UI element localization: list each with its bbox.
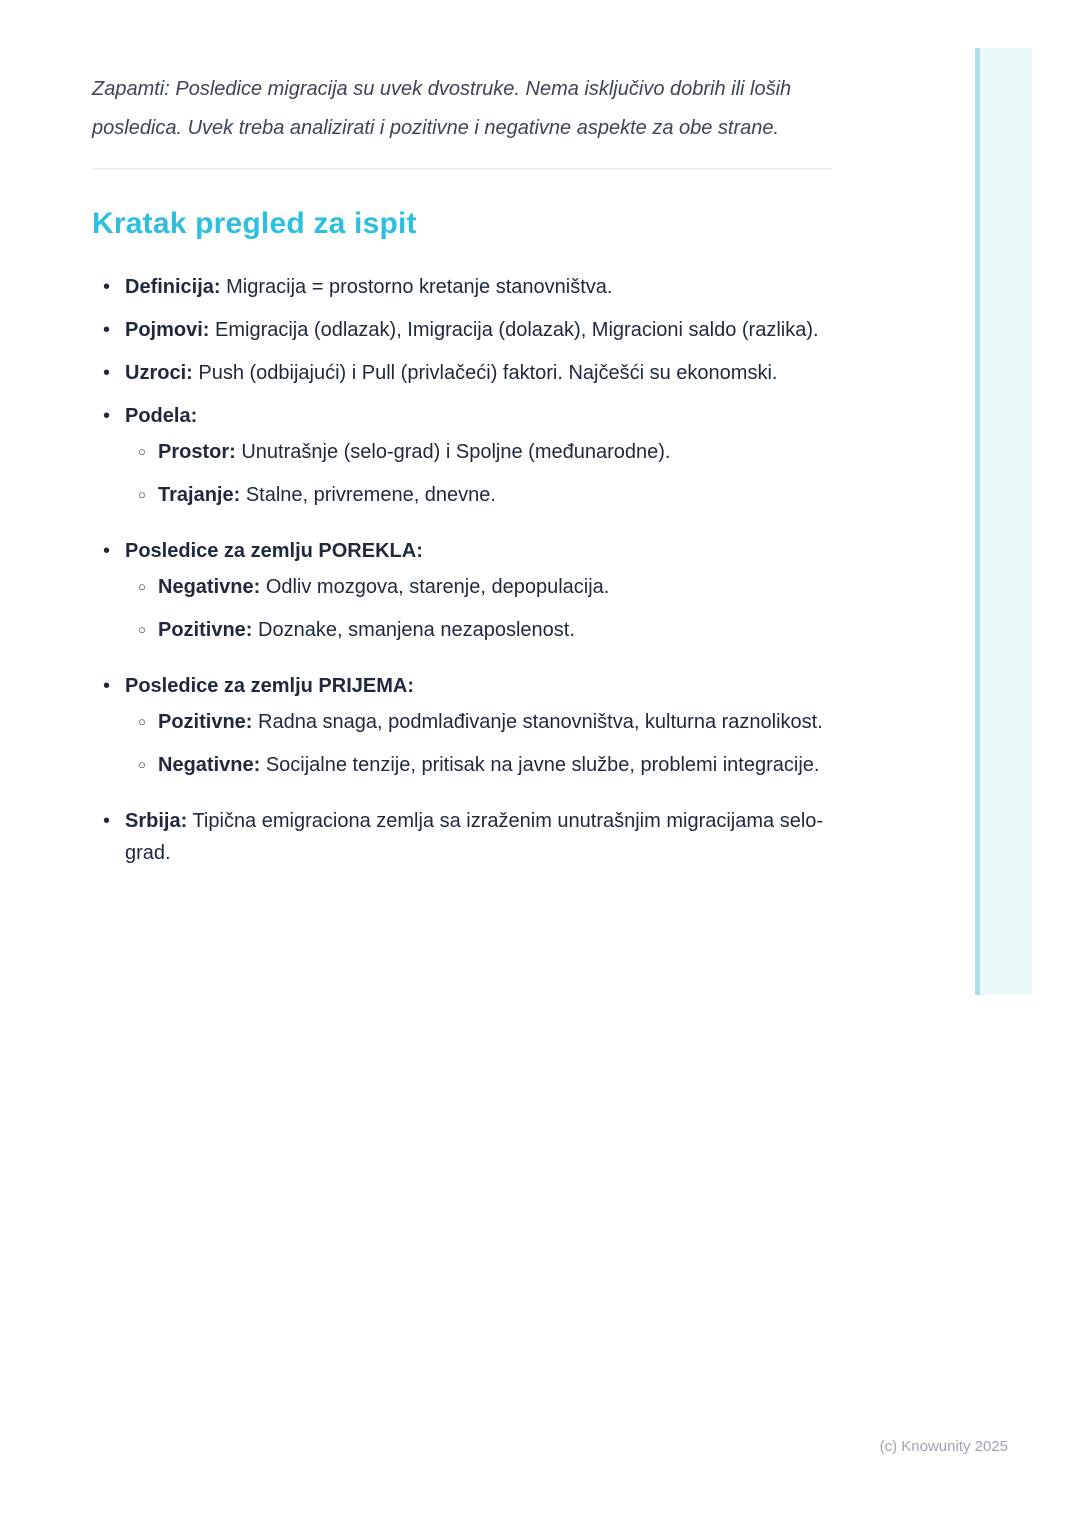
list-item: [92, 670, 832, 794]
list-item-text: Posledice za zemlju POREKLA: ○ Negativne: Odliv mozgova, starenje, depopulacija. ○ Pozitivne: Doznake, smanjena nezaposlenost.: [125, 535, 832, 659]
list-item: [92, 535, 832, 659]
list-item-text: Uzroci: Push (odbijajući) i Pull (privlačeći) faktori. Najčešći su ekonomski.: [125, 362, 778, 384]
bullet-icon: •: [103, 405, 111, 427]
list-item-text: Posledice za zemlju PRIJEMA: ○ Pozitivne: Radna snaga, podmlađivanje stanovništva, kulturna raznolikost. ○ Negativne: Socijalne tenzije, pritisak na javne službe, problemi integracije.: [125, 670, 832, 794]
sub-list-item: [125, 571, 832, 603]
summary-list: [92, 271, 832, 869]
sub-list: [125, 706, 832, 781]
reminder-note: Zapamti: Posledice migracija su uvek dvostruke. Nema isključivo dobrih ili loših posledica. Uvek treba analizirati i pozitivne i negativne aspekte za obe strane.: [92, 78, 792, 139]
list-item-text: Podela: ○ Prostor: Unutrašnje (selo-grad) i Spoljne (međunarodne). ○ Trajanje: Stalne, privremene, dnevne.: [125, 400, 832, 524]
sub-list-item-text: Negativne: Odliv mozgova, starenje, depopulacija.: [158, 576, 610, 598]
sub-list-item-text: Pozitivne: Doznake, smanjena nezaposlenost.: [158, 619, 575, 641]
bullet-icon: •: [103, 540, 111, 562]
sub-list-item-text: Negativne: Socijalne tenzije, pritisak na javne službe, problemi integracije.: [158, 754, 820, 776]
sub-list: [125, 571, 832, 646]
bullet-icon: •: [103, 810, 111, 832]
sub-list-item: [125, 614, 832, 646]
circle-bullet-icon: ○: [138, 579, 146, 594]
section-divider: [92, 168, 832, 169]
list-item-text: Definicija: Migracija = prostorno kretanje stanovništva.: [125, 276, 613, 298]
section-heading: Kratak pregled za ispit: [92, 207, 417, 240]
sub-list: [125, 436, 832, 511]
copyright-footer: (c) Knowunity 2025: [879, 1438, 1008, 1455]
list-item-text: Srbija: Tipična emigraciona zemlja sa izraženim unutrašnjim migracijama selo-grad.: [125, 810, 824, 864]
circle-bullet-icon: ○: [138, 622, 146, 637]
sub-list-item: [125, 479, 832, 511]
circle-bullet-icon: ○: [138, 757, 146, 772]
list-item: [92, 400, 832, 524]
bullet-icon: •: [103, 276, 111, 298]
sub-list-item: [125, 749, 832, 781]
highlight-strip: [975, 48, 1032, 995]
sub-list-item: [125, 706, 832, 738]
list-item: [92, 357, 832, 389]
bullet-icon: •: [103, 362, 111, 384]
list-item: [92, 805, 832, 869]
circle-bullet-icon: ○: [138, 487, 146, 502]
bullet-icon: •: [103, 675, 111, 697]
sub-list-item: [125, 436, 832, 468]
list-item: [92, 314, 832, 346]
sub-list-item-text: Prostor: Unutrašnje (selo-grad) i Spoljne (međunarodne).: [158, 441, 671, 463]
list-item: [92, 271, 832, 303]
sub-list-item-text: Pozitivne: Radna snaga, podmlađivanje stanovništva, kulturna raznolikost.: [158, 711, 823, 733]
sub-list-item-text: Trajanje: Stalne, privremene, dnevne.: [158, 484, 496, 506]
circle-bullet-icon: ○: [138, 714, 146, 729]
circle-bullet-icon: ○: [138, 444, 146, 459]
page-content: [92, 50, 832, 880]
bullet-icon: •: [103, 319, 111, 341]
list-item-text: Pojmovi: Emigracija (odlazak), Imigracija (dolazak), Migracioni saldo (razlika).: [125, 319, 819, 341]
